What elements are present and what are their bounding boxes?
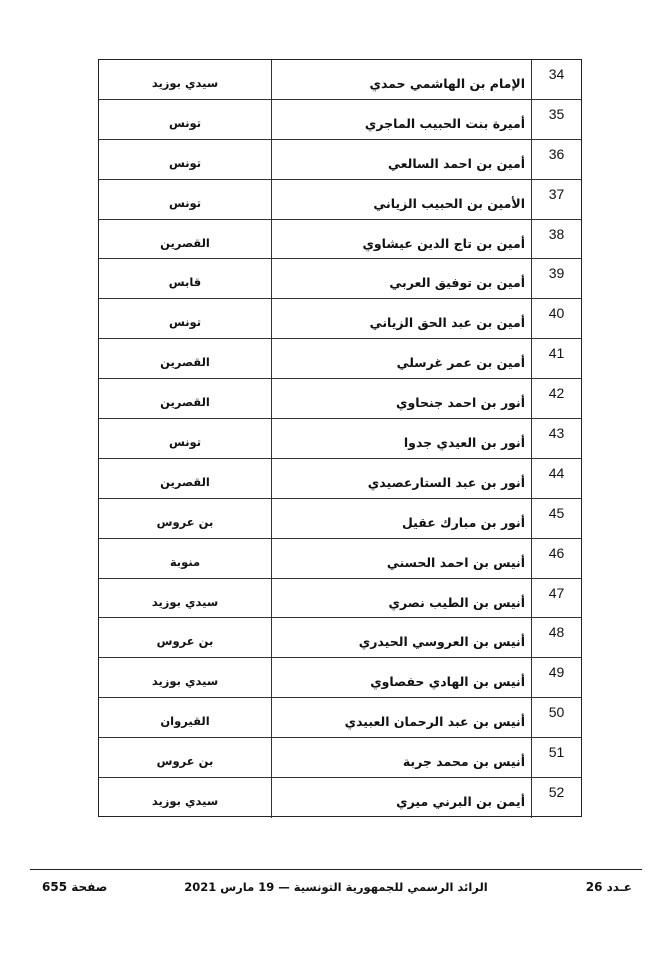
table-row	[99, 539, 581, 579]
row-number: 41	[531, 339, 581, 378]
table-row	[99, 140, 581, 180]
person-name: أنور بن العيدي جدوا	[271, 419, 531, 458]
page-footer	[30, 880, 642, 900]
governorate: القصرين	[160, 355, 210, 370]
person-name: الإمام بن الهاشمي حمدي	[271, 60, 531, 99]
table-row	[99, 259, 581, 299]
names-table	[98, 59, 582, 817]
row-number: 51	[531, 738, 581, 777]
person-name: أميرة بنت الحبيب الماجري	[271, 100, 531, 139]
table-row	[99, 180, 581, 220]
row-number: 37	[531, 180, 581, 219]
row-number: 49	[531, 658, 581, 697]
table-row	[99, 100, 581, 140]
table-row	[99, 459, 581, 499]
person-name: أمين بن عمر غرسلي	[271, 339, 531, 378]
person-name: أنيس بن عبد الرحمان العبيدي	[271, 698, 531, 737]
row-number: 47	[531, 579, 581, 618]
table-row	[99, 778, 581, 818]
table-row	[99, 220, 581, 260]
person-name: أنيس بن العروسي الحيدري	[271, 618, 531, 657]
table-row	[99, 698, 581, 738]
governorate: بن عروس	[156, 754, 214, 769]
footer-divider	[30, 869, 642, 870]
governorate: بن عروس	[156, 634, 214, 649]
governorate: القصرين	[160, 395, 210, 410]
person-name: الأمين بن الحبيب الزياني	[271, 180, 531, 219]
governorate: القصرين	[160, 235, 210, 250]
table-row	[99, 379, 581, 419]
row-number: 45	[531, 499, 581, 538]
governorate: تونس	[168, 315, 202, 330]
row-number: 40	[531, 299, 581, 338]
person-name: أنيس بن احمد الحسني	[271, 539, 531, 578]
governorate: سيدي بوزيد	[151, 76, 219, 90]
row-number: 39	[531, 259, 581, 298]
row-number: 50	[531, 698, 581, 737]
table-row	[99, 339, 581, 379]
person-name: أنيس بن محمد جربة	[271, 738, 531, 777]
row-number: 46	[531, 539, 581, 578]
person-name: أنور بن عبد الستارعصيدي	[271, 459, 531, 498]
row-number: 42	[531, 379, 581, 418]
person-name: أمين بن توفيق العربي	[271, 259, 531, 298]
table-row	[99, 738, 581, 778]
governorate: تونس	[168, 435, 202, 450]
person-name: أمين بن احمد السالعي	[271, 140, 531, 179]
governorate: القصرين	[160, 474, 210, 489]
table-row	[99, 618, 581, 658]
table-row	[99, 658, 581, 698]
governorate: القيروان	[160, 714, 210, 729]
page-number: صفحة 655	[42, 880, 108, 894]
person-name: أنور بن مبارك عقيل	[271, 499, 531, 538]
row-number: 38	[531, 220, 581, 259]
person-name: أنيس بن الهادي حفصاوي	[271, 658, 531, 697]
table-row	[99, 419, 581, 459]
person-name: أنيس بن الطيب نصري	[271, 579, 531, 618]
table-row	[99, 579, 581, 619]
gazette-title: الرائد الرسمي للجمهورية التونسية — 19 مارس 2021	[184, 880, 488, 894]
row-number: 36	[531, 140, 581, 179]
governorate: سيدي بوزيد	[151, 794, 219, 809]
row-number: 44	[531, 459, 581, 498]
person-name: أمين بن تاج الدين عيشاوي	[271, 220, 531, 259]
row-number: 35	[531, 100, 581, 139]
row-number: 34	[531, 60, 581, 99]
table-row	[99, 299, 581, 339]
governorate: بن عروس	[156, 514, 214, 529]
governorate: قابس	[168, 275, 202, 290]
governorate: سيدي بوزيد	[151, 674, 219, 689]
row-number: 43	[531, 419, 581, 458]
row-number: 48	[531, 618, 581, 657]
governorate: منوبة	[169, 554, 201, 569]
person-name: أيمن بن البرني ميري	[271, 778, 531, 818]
table-row	[99, 499, 581, 539]
governorate: تونس	[168, 115, 202, 130]
governorate: تونس	[168, 155, 202, 170]
person-name: أنور بن احمد جنحاوي	[271, 379, 531, 418]
person-name: أمين بن عبد الحق الزياني	[271, 299, 531, 338]
governorate: تونس	[168, 195, 202, 210]
governorate: سيدي بوزيد	[151, 594, 219, 609]
row-number: 52	[531, 778, 581, 818]
table-row	[99, 60, 581, 100]
issue-number: عـدد 26	[585, 880, 632, 894]
